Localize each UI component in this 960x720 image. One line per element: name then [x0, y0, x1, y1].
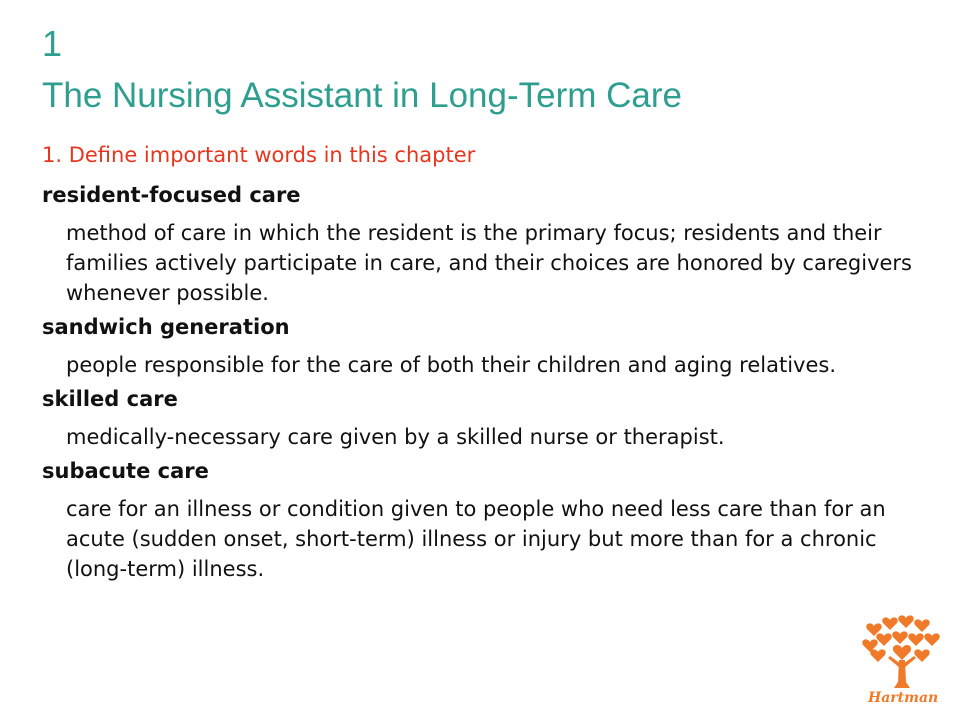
- term-skilled-care: skilled care: [42, 387, 178, 411]
- definition-sandwich-generation: people responsible for the care of both their children and aging relatives.: [66, 353, 836, 377]
- definition-subacute-care: care for an illness or condition given to people who need less care than for an acute (sudden onset, short-term) illness or injury but more than for a chronic (long-term) illness.: [66, 497, 886, 581]
- slide-content: [42, 140, 922, 588]
- chapter-number: 1: [42, 23, 63, 64]
- definition-resident-focused-care: method of care in which the resident is the primary focus; residents and their families actively participate in care, and their choices are honored by caregivers whenever possible.: [66, 221, 912, 305]
- hartman-logo-text: Hartman: [868, 690, 939, 706]
- definition-skilled-care: medically-necessary care given by a skilled nurse or therapist.: [66, 425, 725, 449]
- term-subacute-care: subacute care: [42, 459, 209, 483]
- term-sandwich-generation: sandwich generation: [42, 315, 290, 339]
- learning-objective: 1. Define important words in this chapter: [42, 143, 476, 167]
- chapter-title: The Nursing Assistant in Long-Term Care: [42, 76, 682, 115]
- term-resident-focused-care: resident-focused care: [42, 183, 301, 207]
